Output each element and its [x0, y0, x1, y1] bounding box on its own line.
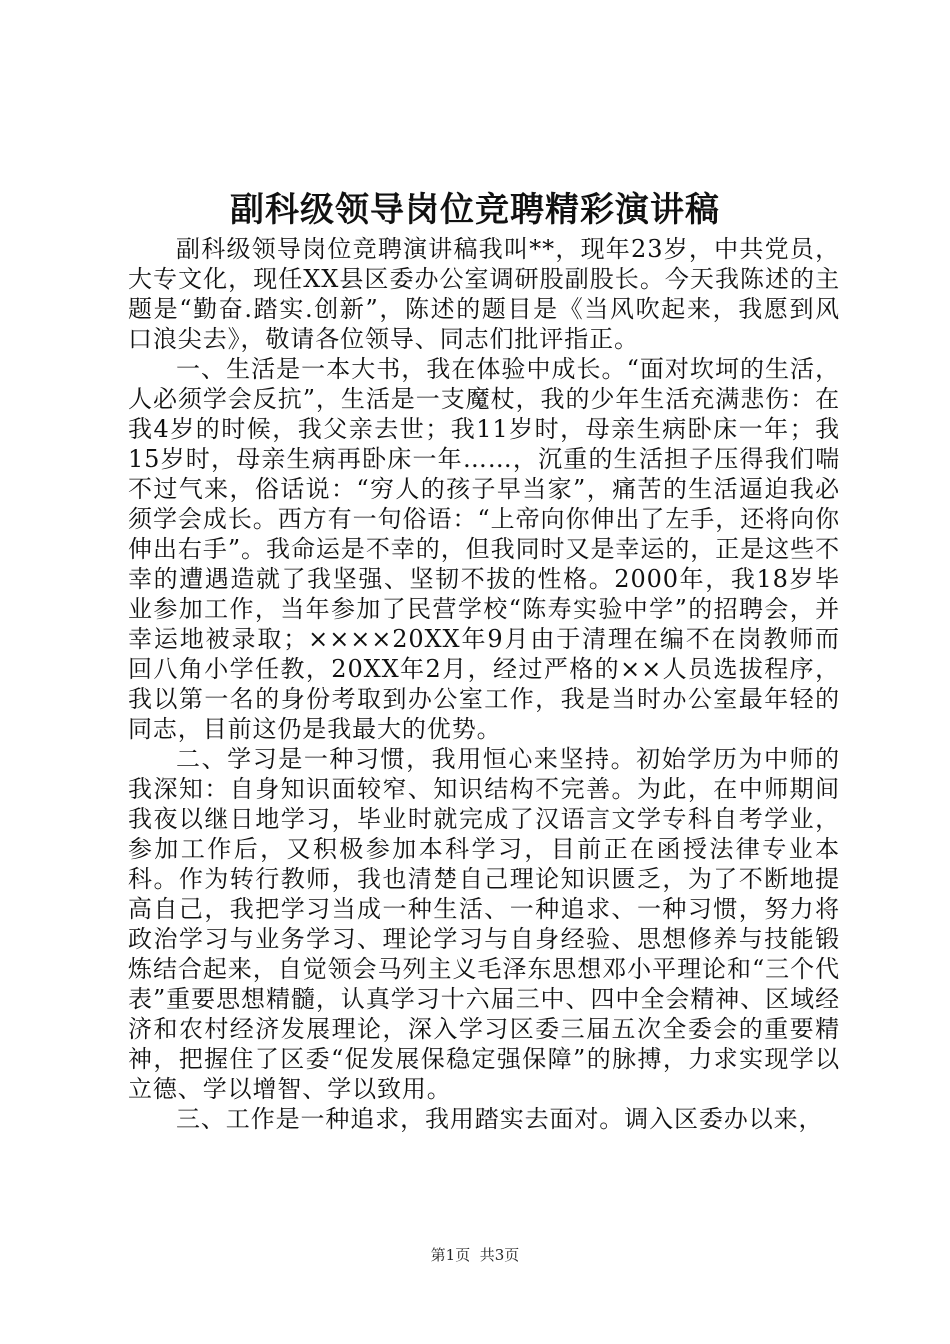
paragraph-section-two: 二、学习是一种习惯，我用恒心来坚持。初始学历为中师的我深知：自身知识面较窄、知识结构不完善。为此，在中师期间我夜以继日地学习，毕业时就完成了汉语言文学专科自考学业，参加工作后，又积极参加本科学习，目前正在函授法律专业本科。作为转行教师，我也清楚自己理论知识匮乏，为了不断地提高自己，我把学习当成一种生活、一种追求、一种习惯，努力将政治学习与业务学习、理论学习与自身经验、思想修养与技能锻炼结合起来，自觉领会马列主义毛泽东思想邓小平理论和“三个代表”重要思想精髓，认真学习十六届三中、四中全会精神、区域经济和农村经济发展理论，深入学习区委三届五次全委会的重要精神，把握住了区委“促发展保稳定强保障”的脉搏，力求实现学以立德、学以增智、学以致用。 [128, 745, 840, 1103]
page-footer [0, 1245, 950, 1265]
paragraph-section-three: 三、工作是一种追求，我用踏实去面对。调入区委办以来， [176, 1105, 824, 1133]
paragraph-section-one: 一、生活是一本大书，我在体验中成长。“面对坎坷的生活，人必须学会反抗”，生活是一支魔杖，我的少年生活充满悲伤：在我4岁的时候，我父亲去世；我11岁时，母亲生病卧床一年；我15岁时，母亲生病再卧床一年……，沉重的生活担子压得我们喘不过气来，俗话说：“穷人的孩子早当家”，痛苦的生活逼迫我必须学会成长。西方有一句俗语：“上帝向你伸出了左手，还将向你伸出右手”。我命运是不幸的，但我同时又是幸运的，正是这些不幸的遭遇造就了我坚强、坚韧不拔的性格。2000年，我18岁毕业参加工作，当年参加了民营学校“陈寿实验中学”的招聘会，并幸运地被录取；××××20XX年9月由于清理在编不在岗教师而回八角小学任教，20XX年2月，经过严格的××人员选拔程序，我以第一名的身份考取到办公室工作，我是当时办公室最年轻的同志，目前这仍是我最大的优势。 [128, 355, 840, 743]
document-body [128, 234, 840, 1134]
document-title: 副科级领导岗位竞聘精彩演讲稿 [230, 190, 720, 230]
page-total: 共3页 [479, 1246, 520, 1264]
page-number: 第1页 [430, 1246, 471, 1264]
paragraph-intro: 副科级领导岗位竞聘演讲稿我叫**，现年23岁，中共党员，大专文化，现任XX县区委办公室调研股副股长。今天我陈述的主题是“勤奋.踏实.创新”，陈述的题目是《当风吹起来，我愿到风口浪尖去》，敬请各位领导、同志们批评指正。 [128, 235, 840, 353]
